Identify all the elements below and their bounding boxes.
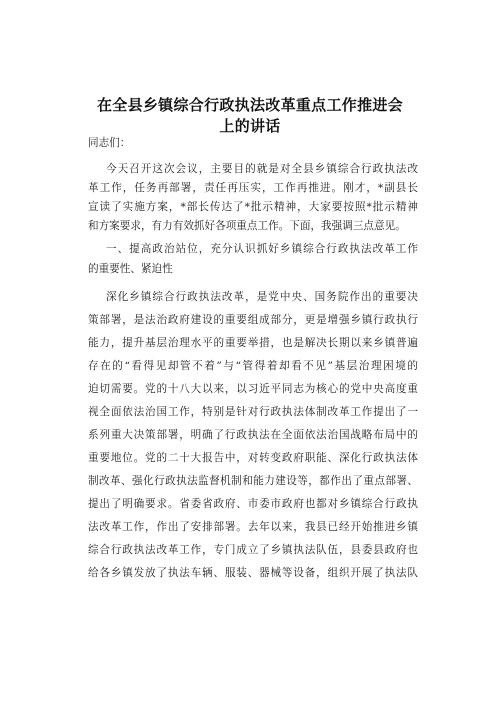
paragraph-2-line-5: 迫切需要。党的十八大以来，以习近平同志为核心的党中央高度重 bbox=[88, 383, 418, 395]
paragraph-1-line-2: 革工作，任务再部署，责任再压实，工作再推进。刚才，*副县长 bbox=[88, 182, 418, 194]
paragraph-2-line-10: 提出了明确要求。省委省政府、市委市政府也都对乡镇综合行政执 bbox=[88, 498, 418, 510]
paragraph-1-line-3: 宣读了实施方案，*部长传达了*批示精神，大家要按照*批示精神 bbox=[88, 201, 418, 213]
paragraph-2-line-4: 存在的“看得见却管不着”与“管得着却看不见”基层治理困境的 bbox=[88, 360, 418, 372]
paragraph-2-line-3: 能力，提升基层治理水平的重要举措，也是解决长期以来乡镇普遍 bbox=[88, 337, 418, 349]
paragraph-1-line-1: 今天召开这次会议，主要目的就是对全县乡镇综合行政执法改 bbox=[106, 163, 418, 175]
paragraph-2-line-12: 综合行政执法改革工作，专门成立了乡镇执法队伍，县委县政府也 bbox=[88, 544, 418, 556]
paragraph-2-line-11: 法改革工作，作出了安排部署。去年以来，我县已经开始推进乡镇 bbox=[88, 521, 418, 533]
paragraph-2-line-6: 视全面依法治国工作，特别是针对行政执法体制改革工作提出了一 bbox=[88, 406, 418, 418]
document-title-line-2: 上的讲话 bbox=[219, 117, 281, 135]
paragraph-2-line-2: 策部署，是法治政府建设的重要组成部分，更是增强乡镇行政执行 bbox=[88, 314, 418, 326]
paragraph-2-line-9: 制改革、强化行政执法监督机制和能力建设等，都作出了重点部署、 bbox=[88, 475, 418, 487]
document-title-line-1: 在全县乡镇综合行政执法改革重点工作推进会 bbox=[96, 96, 403, 114]
paragraph-2-line-8: 重要地位。党的二十大报告中，对转变政府职能、深化行政执法体 bbox=[88, 452, 418, 464]
paragraph-2-line-1: 深化乡镇综合行政执法改革，是党中央、国务院作出的重要决 bbox=[106, 291, 418, 303]
paragraph-2-line-7: 系列重大决策部署，明确了行政执法在全面依法治国战略布局中的 bbox=[88, 429, 418, 441]
paragraph-2-line-13: 给各乡镇发放了执法车辆、服装、器械等设备，组织开展了执法队 bbox=[88, 567, 418, 579]
salutation: 同志们： bbox=[88, 137, 131, 149]
section-heading-1-line-1: 一、提高政治站位，充分认识抓好乡镇综合行政执法改革工作 bbox=[106, 243, 418, 255]
section-heading-1-line-2: 的重要性、紧迫性 bbox=[88, 263, 173, 275]
paragraph-1-line-4: 和方案要求，有力有效抓好各项重点工作。下面，我强调三点意见。 bbox=[88, 220, 406, 232]
